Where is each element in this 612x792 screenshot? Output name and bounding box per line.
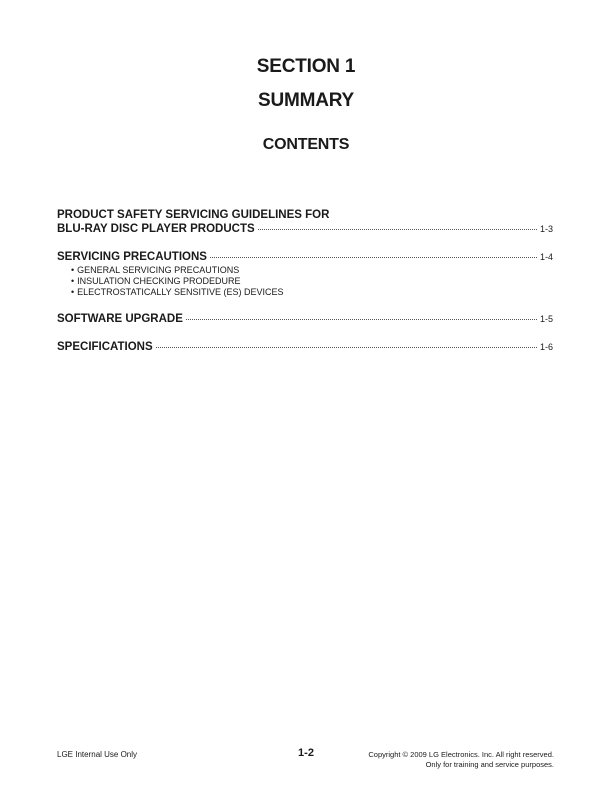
toc-entry-title-line1: PRODUCT SAFETY SERVICING GUIDELINES FOR [57,209,330,221]
toc-entry-specifications[interactable] [57,340,553,354]
toc-entry-title: SERVICING PRECAUTIONS [57,251,207,263]
section-title: SECTION 1 [256,56,356,77]
toc-entry-title: BLU-RAY DISC PLAYER PRODUCTS [57,223,255,235]
footer-internal-use: LGE Internal Use Only [57,750,138,759]
usage-note: Only for training and service purposes. [425,760,554,769]
toc-entry-title: SOFTWARE UPGRADE [57,313,183,325]
footer-page-number: 1-2 [298,747,314,759]
toc-subitem: • INSULATION CHECKING PRODEDURE [71,276,241,286]
copyright-line: Copyright © 2009 LG Electronics. Inc. All right reserved. [368,750,554,759]
table-of-contents [57,208,553,368]
dot-leader [258,228,537,230]
contents-title: CONTENTS [262,136,350,153]
toc-subitem: • GENERAL SERVICING PRECAUTIONS [71,265,240,275]
footer-copyright [368,750,554,770]
toc-page-number: 1-5 [539,314,553,324]
dot-leader [186,318,537,320]
toc-subitems [71,265,553,298]
summary-title: SUMMARY [257,90,355,111]
bullet-icon: • [71,287,75,297]
toc-entry-software-upgrade[interactable] [57,312,553,326]
bullet-icon: • [71,276,75,286]
dot-leader [156,346,537,348]
toc-page-number: 1-4 [539,252,553,262]
toc-page-number: 1-6 [539,342,553,352]
toc-entry-servicing-precautions[interactable] [57,250,553,298]
toc-entry-title: SPECIFICATIONS [57,341,153,353]
toc-page-number: 1-3 [539,224,553,234]
toc-entry-product-safety[interactable] [57,208,553,236]
dot-leader [210,256,537,258]
toc-subitem: • ELECTROSTATICALLY SENSITIVE (ES) DEVICES [71,287,284,297]
bullet-icon: • [71,265,75,275]
